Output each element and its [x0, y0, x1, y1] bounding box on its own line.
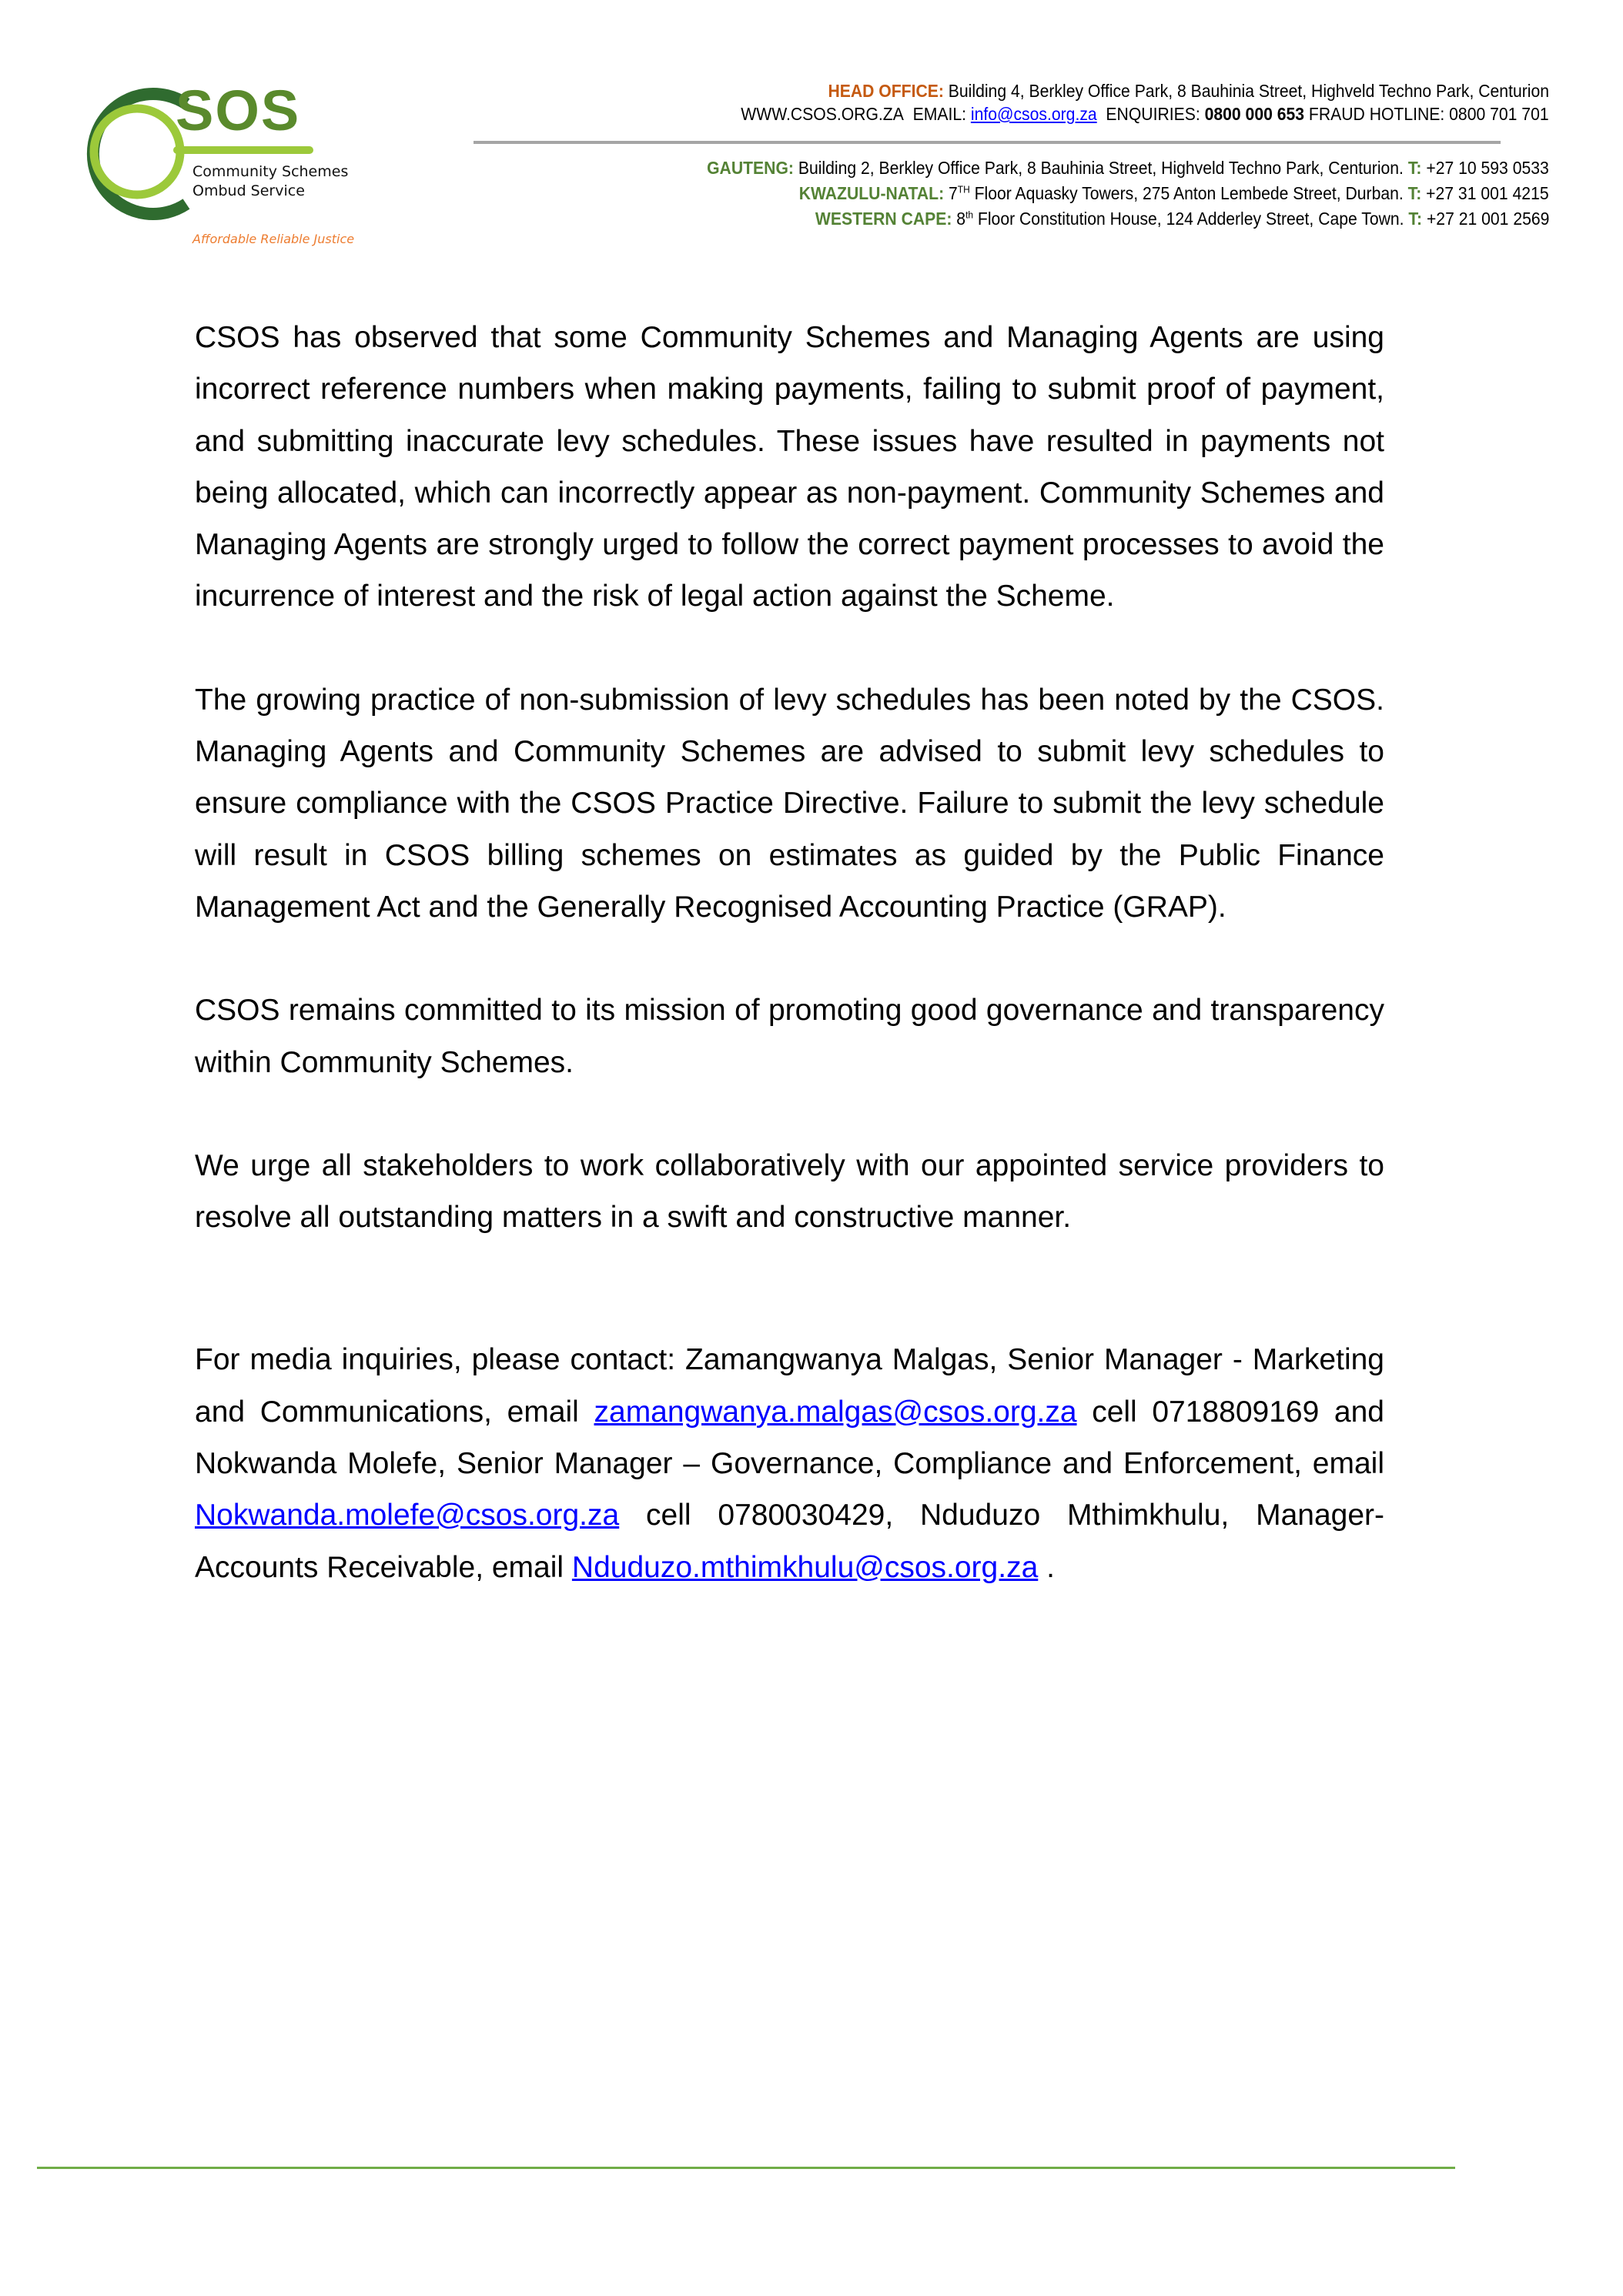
office-phone: +27 21 001 2569 — [1421, 209, 1549, 229]
logo-name-line2: Ombud Service — [192, 182, 305, 199]
office-western-cape — [815, 207, 1549, 230]
office-phone: +27 10 593 0533 — [1421, 158, 1549, 178]
head-office-line — [828, 79, 1549, 102]
office-address-cont: Floor Constitution House, 124 Adderley Street, Cape Town. — [972, 209, 1409, 229]
phone-label: T: — [1408, 209, 1422, 229]
enquiries-number: 0800 000 653 — [1204, 104, 1305, 124]
media-text: cell 0718809169 and Nokwanda Molefe, Senior Manager – Governance, Compliance and Enforcement, email — [195, 1395, 1384, 1481]
fraud-hotline-label: FRAUD HOTLINE: — [1309, 104, 1445, 124]
email-link-malgas[interactable]: zamangwanya.malgas@csos.org.za — [594, 1395, 1077, 1429]
logo-name-line1: Community Schemes — [192, 163, 349, 180]
office-phone: +27 31 001 4215 — [1421, 183, 1549, 203]
header-divider — [474, 141, 1501, 144]
office-address: 7 — [944, 183, 959, 203]
office-kwazulu-natal — [799, 182, 1549, 205]
office-gauteng — [707, 156, 1549, 179]
email-link-mthimkhulu[interactable]: Nduduzo.mthimkhulu@csos.org.za — [571, 1550, 1039, 1584]
head-office-label: HEAD OFFICE: — [828, 81, 944, 101]
website-text: WWW.CSOS.ORG.ZA — [741, 104, 905, 124]
paragraph-levy-schedules: The growing practice of non-submission of levy schedules has been noted by the CSOS. Managing Agents and Community Schemes are advised to submit levy schedules to ensure compliance with the CSOS Practice Directive. Failure to submit the levy schedule will result in CSOS billing schemes on estimates as guided by the Public Finance Management Act and the Generally Recognised Accounting Practice (GRAP). — [195, 683, 1384, 924]
fraud-hotline-number: 0800 701 701 — [1449, 104, 1549, 124]
phone-label: T: — [1408, 158, 1422, 178]
contact-line — [741, 102, 1549, 125]
document-body — [195, 312, 1384, 1593]
ordinal-suffix: th — [965, 209, 973, 221]
csos-logo — [69, 81, 377, 258]
email-link-molefe[interactable]: Nokwanda.molefe@csos.org.za — [195, 1499, 620, 1532]
office-address-cont: Floor Aquasky Towers, 275 Anton Lembede Street, Durban. — [970, 183, 1409, 203]
office-address: Building 2, Berkley Office Park, 8 Bauhinia Street, Highveld Techno Park, Centurion. — [794, 158, 1409, 178]
ordinal-suffix: TH — [958, 183, 971, 196]
paragraph-payment-issues: CSOS has observed that some Community Schemes and Managing Agents are using incorrect reference numbers when making payments, failing to submit proof of payment, and submitting inaccurate levy schedules. These issues have resulted in payments not being allocated, which can incorrectly appear as non-payment. Community Schemes and Managing Agents are strongly urged to follow the correct payment processes to avoid the incurrence of interest and the risk of legal action against the Scheme. — [195, 321, 1384, 613]
media-text: For media inquiries, please contact: Zamangwanya Malgas, Senior Manager - Marketing and Communications, email — [195, 1343, 1384, 1429]
info-email-link[interactable]: info@csos.org.za — [971, 104, 1098, 124]
office-label: GAUTENG: — [707, 158, 795, 178]
paragraph-media-contacts — [195, 1334, 1384, 1592]
paragraph-commitment: CSOS remains committed to its mission of promoting good governance and transparency within Community Schemes. — [195, 994, 1384, 1079]
phone-label: T: — [1408, 183, 1422, 203]
office-label: KWAZULU-NATAL: — [799, 183, 945, 203]
media-text: cell 0780030429, Nduduzo Mthimkhulu, Manager-Accounts Receivable, email — [195, 1499, 1384, 1584]
footer-divider — [37, 2167, 1455, 2169]
email-label: EMAIL: — [912, 104, 967, 124]
logo-wordmark: SOS — [176, 79, 301, 142]
office-address: 8 — [952, 209, 965, 229]
enquiries-label: ENQUIRIES: — [1106, 104, 1201, 124]
head-office-address: Building 4, Berkley Office Park, 8 Bauhinia Street, Highveld Techno Park, Centurion — [943, 81, 1549, 101]
logo-tagline: Affordable Reliable Justice — [192, 232, 355, 246]
paragraph-stakeholders: We urge all stakeholders to work collaboratively with our appointed service providers to resolve all outstanding matters in a swift and constructive manner. — [195, 1148, 1384, 1235]
media-text: . — [1038, 1550, 1055, 1584]
office-label: WESTERN CAPE: — [815, 209, 952, 229]
